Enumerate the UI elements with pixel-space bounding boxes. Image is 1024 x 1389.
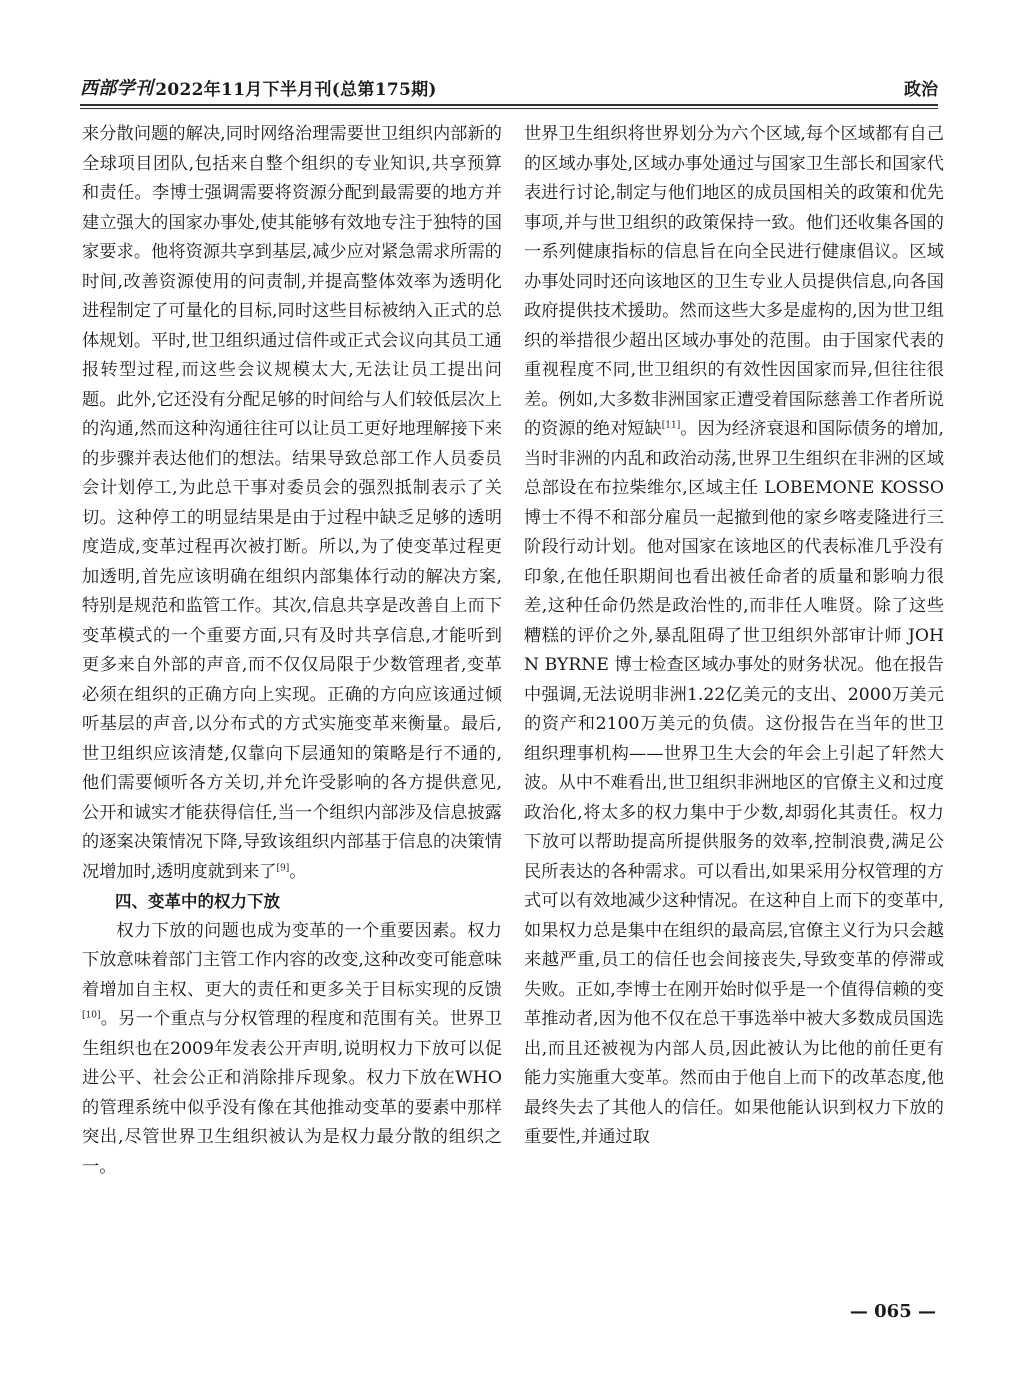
- left-paragraph-2: 权力下放的问题也成为变革的一个重要因素。权力下放意味着部门主管工作内容的改变,这种改变可能意味着增加自主权、更大的责任和更多关于目标实现的反馈[10]。另一个重点与分权管理的程度和范围有关。世界卫生组织也在2009年发表公开声明,说明权力下放可以促进公平、社会公正和消除排斥现象。权力下放在WHO的管理系统中似乎没有像在其他推动变革的要素中那样突出,尽管世界卫生组织被认为是权力最分散的组织之一。: [82, 920, 502, 1177]
- citation-11: [11]: [661, 420, 681, 431]
- issue-info: 2022年11月下半月刊(总第175期): [155, 79, 437, 100]
- page-number: — 065 —: [849, 1301, 936, 1322]
- right-column: [524, 120, 944, 1153]
- left-column: [82, 120, 502, 1182]
- section-label: 政治: [904, 79, 938, 100]
- page-header: [80, 74, 938, 100]
- journal-issue-line: [80, 74, 437, 100]
- journal-logo: 西部学刊: [80, 78, 154, 99]
- right-paragraph-1: 世界卫生组织将世界划分为六个区域,每个区域都有自己的区域办事处,区域办事处通过与国家卫生部长和国家代表进行讨论,制定与他们地区的成员国相关的政策和优先事项,并与世卫组织的政策保持一致。他们还收集各国的一系列健康指标的信息旨在向全民进行健康倡议。区域办事处同时还向该地区的卫生专业人员提供信息,向各国政府提供技术援助。然而这些大多是虚构的,因为世卫组织的举措很少超出区域办事处的范围。由于国家代表的重视程度不同,世卫组织的有效性因国家而异,但往往很差。例如,大多数非洲国家正遭受着国际慈善工作者所说的资源的绝对短缺[11]。因为经济衰退和国际债务的增加,当时非洲的内乱和政治动荡,世界卫生组织在非洲的区域总部设在布拉柴维尔,区域主任 LOBEMONE KOSSO 博士不得不和部分雇员一起撤到他的家乡喀麦隆进行三阶段行动计划。他对国家在该地区的代表标准几乎没有印象,在他任职期间也看出被任命者的质量和影响力很差,这种任命仍然是政治性的,而非任人唯贤。除了这些糟糕的评价之外,暴乱阻碍了世卫组织外部审计师 JOHN BYRNE 博士检查区域办事处的财务状况。他在报告中强调,无法说明非洲1.22亿美元的支出、2000万美元的资产和2100万美元的负债。这份报告在当年的世卫组织理事机构——世界卫生大会的年会上引起了轩然大波。从中不难看出,世卫组织非洲地区的官僚主义和过度政治化,将太多的权力集中于少数,却弱化其责任。权力下放可以帮助提高所提供服务的效率,控制浪费,满足公民所表达的各种需求。可以看出,如果采用分权管理的方式可以有效地减少这种情况。在这种自上而下的变革中,如果权力总是集中在组织的最高层,官僚主义行为只会越来越严重,员工的信任也会间接丧失,导致变革的停滞或失败。正如,李博士在刚开始时似乎是一个值得信赖的变革推动者,因为他不仅在总干事选举中被大多数成员国选出,而且还被视为内部人员,因此被认为比他的前任更有能力实施重大变革。然而由于他自上而下的改革态度,他最终失去了其他人的信任。如果他能认识到权力下放的重要性,并通过取: [524, 124, 944, 1147]
- section-heading: 四、变革中的权力下放: [115, 892, 280, 911]
- citation-9: [9]: [276, 862, 290, 873]
- citation-10: [10]: [82, 1010, 101, 1021]
- left-paragraph-1: 来分散问题的解决,同时网络治理需要世卫组织内部新的全球项目团队,包括来自整个组织的专业知识,共享预算和责任。李博士强调需要将资源分配到最需要的地方并建立强大的国家办事处,使其能够有效地专注于独特的国家要求。他将资源共享到基层,减少应对紧急需求所需的时间,改善资源使用的问责制,并提高整体效率为透明化进程制定了可量化的目标,同时这些目标被纳入正式的总体规划。平时,世卫组织通过信件或正式会议向其员工通报转型过程,而这些会议规模太大,无法让员工提出问题。此外,它还没有分配足够的时间给与人们较低层次上的沟通,然而这种沟通往往可以让员工更好地理解接下来的步骤并表达他们的想法。结果导致总部工作人员委员会计划停工,为此总干事对委员会的强烈抵制表示了关切。这种停工的明显结果是由于过程中缺乏足够的透明度造成,变革过程再次被打断。所以,为了使变革过程更加透明,首先应该明确在组织内部集体行动的解决方案,特别是规范和监管工作。其次,信息共享是改善自上而下变革模式的一个重要方面,只有及时共享信息,才能听到更多来自外部的声音,而不仅仅局限于少数管理者,变革必须在组织的正确方向上实现。正确的方向应该通过倾听基层的声音,以分布式的方式实施变革来衡量。最后,世卫组织应该清楚,仅靠向下层通知的策略是行不通的,他们需要倾听各方关切,并允许受影响的各方提供意见,公开和诚实才能获得信任,当一个组织内部涉及信息披露的逐案决策情况下降,导致该组织内部基于信息的决策情况增加时,透明度就到来了[9]。: [82, 124, 502, 882]
- header-rule: [80, 104, 938, 109]
